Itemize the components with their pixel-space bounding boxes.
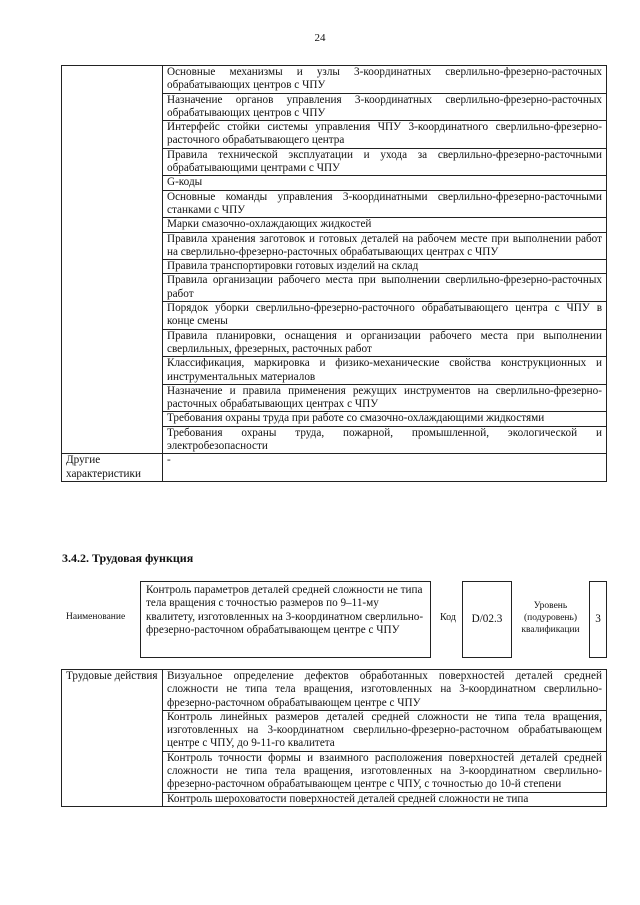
knowledge-table xyxy=(61,65,607,482)
knowledge-item: Классификация, маркировка и физико-механические свойства конструкционных и инструментальных материалов xyxy=(163,357,607,385)
function-code: D/02.3 xyxy=(462,581,512,658)
table-row xyxy=(62,66,607,94)
knowledge-item: Правила технической эксплуатации и ухода за сверлильно-фрезерно-расточными обрабатывающими центрами с ЧПУ xyxy=(163,148,607,176)
knowledge-item: Правила транспортировки готовых изделий на склад xyxy=(163,260,607,274)
function-level-label: Уровень (подуровень) квалификации xyxy=(521,601,580,635)
action-item: Контроль шероховатости поверхностей деталей средней сложности не типа xyxy=(163,792,607,806)
action-item: Контроль линейных размеров деталей средней сложности не типа тела вращения, изготовленных на 3-координатном сверлильно-фрезерно-расточном обрабатывающем центре с ЧПУ, до 9-11-го квалитета xyxy=(163,710,607,751)
knowledge-item: Требования охраны труда при работе со смазочно-охлаждающими жидкостями xyxy=(163,412,607,426)
knowledge-item: Порядок уборки сверлильно-фрезерно-расточного обрабатывающего центра с ЧПУ в конце смены xyxy=(163,302,607,330)
function-level: 3 xyxy=(589,581,607,658)
page-number: 24 xyxy=(314,32,326,44)
action-item: Визуальное определение дефектов обработанных поверхностей деталей средней сложности не типа тела вращения, изготовленных на 3-координатном сверлильно-фрезерно-расточном обрабатывающем центре с ЧПУ xyxy=(163,670,607,711)
knowledge-item: Основные механизмы и узлы 3-координатных сверлильно-фрезерно-расточных обрабатывающих центров с ЧПУ xyxy=(163,66,607,94)
actions-table xyxy=(61,669,607,807)
table-row xyxy=(62,670,607,711)
knowledge-item: G-коды xyxy=(163,176,607,190)
knowledge-item: Требования охраны труда, пожарной, промышленной, экологической и электробезопасности xyxy=(163,426,607,454)
knowledge-item: Назначение и правила применения режущих инструментов на сверлильно-фрезерно-расточных обрабатывающих центрах с ЧПУ xyxy=(163,384,607,412)
function-name-label: Наименование xyxy=(66,612,126,622)
function-name: Контроль параметров деталей средней сложности не типа тела вращения с точностью размеров по 9–11-му квалитету, изготовленных на 3-координатном сверлильно-фрезерно-расточном обрабатывающем центре с ЧПУ xyxy=(140,581,431,658)
knowledge-item: Правила планировки, оснащения и организации рабочего места при выполнении сверлильных, фрезерных, расточных работ xyxy=(163,329,607,357)
action-item: Контроль точности формы и взаимного расположения поверхностей деталей средней сложности не типа тела вращения, изготовленных на 3-координатном сверлильно-фрезерно-расточном обрабатывающем центре с ЧПУ, с точностью до 10-й степени xyxy=(163,751,607,792)
function-code-label: Код xyxy=(440,612,456,623)
knowledge-item: Интерфейс стойки системы управления ЧПУ 3-координатного сверлильно-фрезерно-расточного обрабатывающего центра xyxy=(163,121,607,149)
other-label: Другие характеристики xyxy=(62,454,163,482)
table-row xyxy=(62,454,607,482)
knowledge-item: Основные команды управления 3-координатными сверлильно-фрезерно-расточными станками с ЧПУ xyxy=(163,190,607,218)
knowledge-item: Правила хранения заготовок и готовых деталей на рабочем месте при выполнении работ на сверлильно-фрезерно-расточных обрабатывающих центрах с ЧПУ xyxy=(163,232,607,260)
knowledge-label-cell xyxy=(62,66,163,454)
knowledge-item: Правила организации рабочего места при выполнении сверлильно-фрезерно-расточных работ xyxy=(163,274,607,302)
knowledge-item: Назначение органов управления 3-координатных сверлильно-фрезерно-расточных обрабатывающих центров с ЧПУ xyxy=(163,93,607,121)
knowledge-item: Марки смазочно-охлаждающих жидкостей xyxy=(163,218,607,232)
other-value: - xyxy=(163,454,607,482)
actions-label: Трудовые действия xyxy=(62,670,163,807)
section-title: 3.4.2. Трудовая функция xyxy=(62,551,194,565)
